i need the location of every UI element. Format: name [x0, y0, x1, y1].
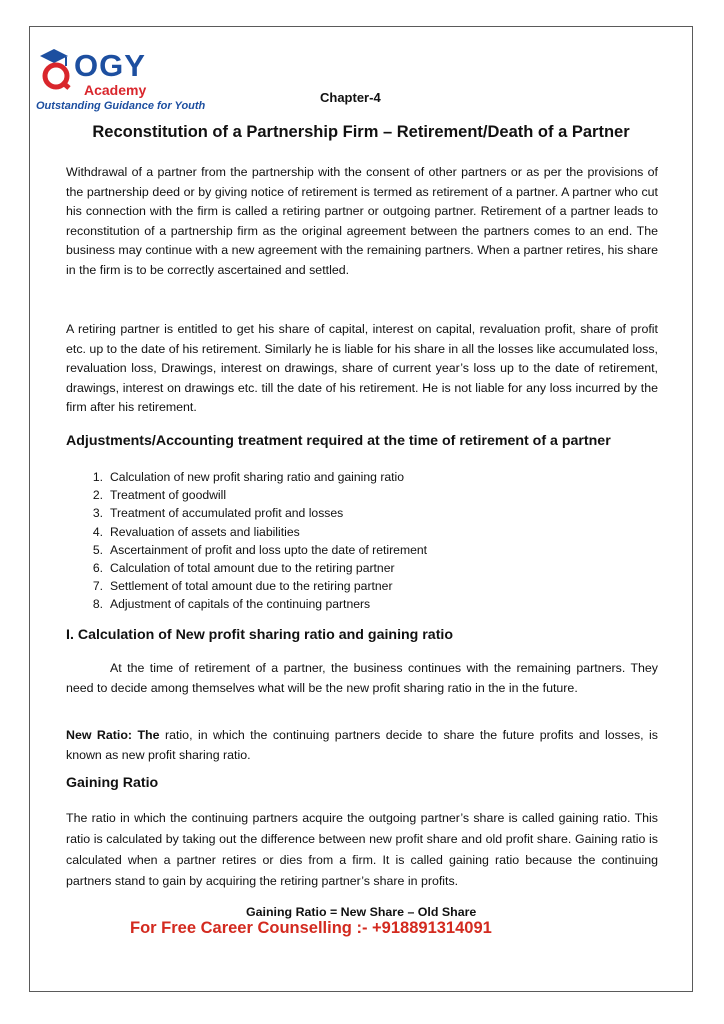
intro-paragraph: Withdrawal of a partner from the partnership with the consent of other partners or as per the provisions of the partnership deed or by giving notice of retirement is termed as retirement of a partner. A partner who cut his connection with the firm is called a retiring partner or outgoing partner. Retirement of a partner leads to reconstitution of a partnership firm as the original agreement between the partners comes to an end. The business may continue with a new agreement with the remaining partners. When a partner retires, his share in the firm is to be correctly ascertained and settled.	[66, 165, 658, 277]
career-counselling-banner: For Free Career Counselling :- +918891314091	[130, 919, 492, 937]
new-ratio-intro-paragraph: At the time of retirement of a partner, the business continues with the remaining partners. They need to decide among themselves what will be the new profit sharing ratio in the in the future.	[66, 661, 658, 695]
logo-name: OGY	[74, 48, 146, 83]
gaining-ratio-heading: Gaining Ratio	[66, 775, 159, 791]
new-ratio-label: New Ratio: The	[66, 728, 160, 742]
list-item: 8. Adjustment of capitals of the continuing partners	[92, 597, 371, 612]
list-item: 2. Treatment of goodwill	[92, 488, 227, 503]
chapter-label: Chapter-4	[320, 90, 381, 105]
section1-heading: I. Calculation of New profit sharing ratio and gaining ratio	[66, 627, 454, 643]
gaining-ratio-formula: Gaining Ratio = New Share – Old Share	[246, 905, 477, 919]
new-ratio-text: ratio, in which the continuing partners decide to share the future profits and losses, is known as new profit sharing ratio.	[66, 728, 658, 762]
list-item: 4. Revaluation of assets and liabilities	[92, 524, 300, 539]
list-item: 6. Calculation of total amount due to the retiring partner	[92, 561, 395, 576]
academy-logo	[36, 46, 206, 122]
entitlement-paragraph: A retiring partner is entitled to get his share of capital, interest on capital, revaluation profit, share of profit etc. up to the date of his retirement. Similarly he is liable for his share in all the losses like accumulated loss, revaluation loss, Drawings, interest on drawings, share of current year’s loss up to the date of retirement, drawings, interest on drawings etc. till the date of his retirement. He is not liable for any loss incurred by the firm after his retirement.	[66, 322, 658, 414]
gaining-ratio-paragraph: The ratio in which the continuing partners acquire the outgoing partner’s share is called gaining ratio. This ratio is calculated by taking out the difference between new profit share and old profit share. Gaining ratio is calculated when a partner retires or dies from a firm. It is called gaining ratio because the continuing partners stand to gain by acquiring the retiring partner’s share in profits.	[66, 811, 658, 888]
page-title: Reconstitution of a Partnership Firm – Retirement/Death of a Partner	[92, 123, 630, 141]
adjustments-list	[80, 468, 427, 614]
new-ratio-definition	[66, 726, 658, 765]
adjustments-heading: Adjustments/Accounting treatment required at the time of retirement of a partner	[66, 433, 611, 449]
graduation-cap-icon	[36, 46, 76, 90]
list-item: 1. Calculation of new profit sharing ratio and gaining ratio	[92, 470, 405, 484]
logo-tagline: Outstanding Guidance for Youth	[36, 100, 206, 112]
list-item: 7. Settlement of total amount due to the retiring partner	[92, 579, 393, 594]
list-item: 3. Treatment of accumulated profit and losses	[92, 506, 344, 521]
list-item: 5. Ascertainment of profit and loss upto the date of retirement	[92, 542, 428, 557]
logo-sub: Academy	[84, 82, 147, 98]
